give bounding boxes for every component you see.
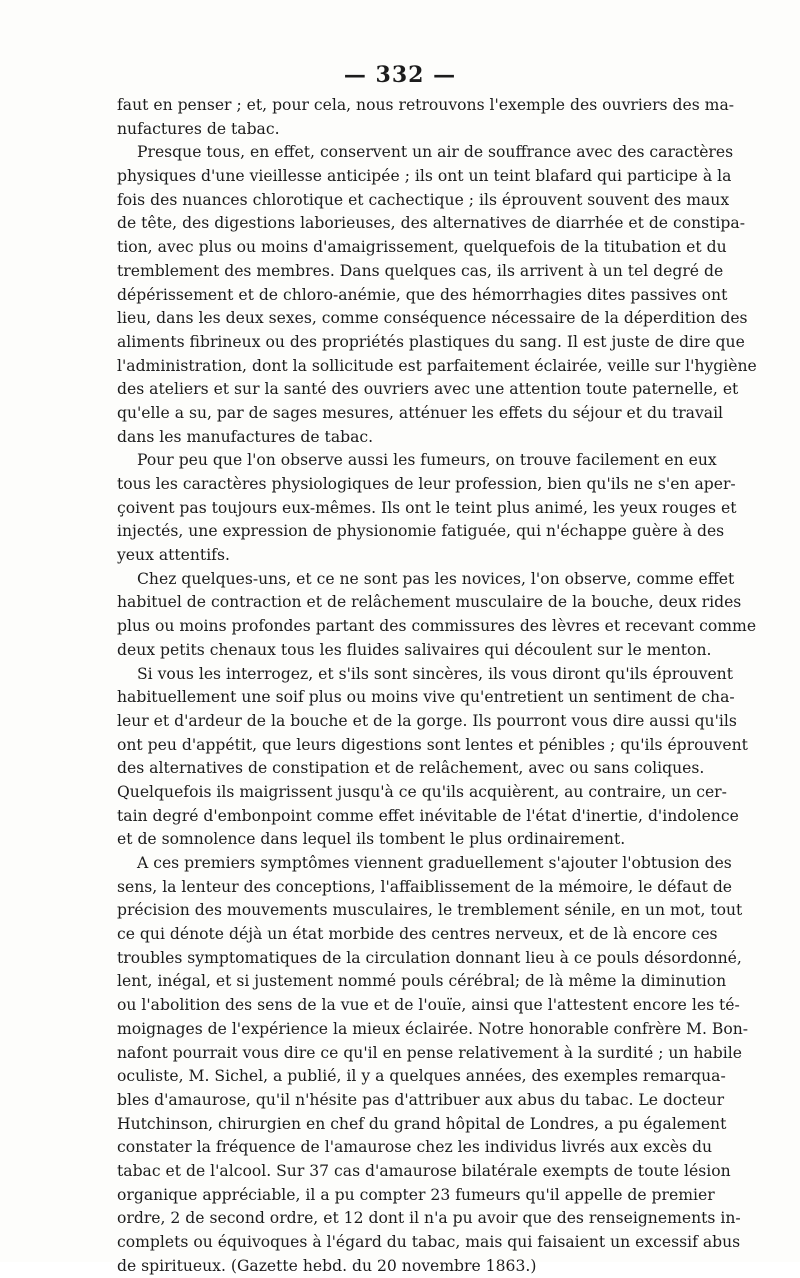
text-line: dépérissement et de chloro-anémie, que des hémorrhagies dites passives ont [117, 285, 728, 304]
text-line: ont peu d'appétit, que leurs digestions sont lentes et pénibles ; qu'ils éprouvent [117, 735, 748, 754]
text-line: oculiste, M. Sichel, a publié, il y a quelques années, des exemples remarqua- [117, 1067, 726, 1086]
text-line: sens, la lenteur des conceptions, l'affaiblissement de la mémoire, le défaut de [117, 877, 733, 896]
text-line: dans les manufactures de tabac. [117, 427, 374, 446]
text-line: physiques d'une vieillesse anticipée ; ils ont un teint blafard qui participe à la [117, 167, 732, 186]
text-line: A ces premiers symptômes viennent graduellement s'ajouter l'obtusion des [137, 854, 732, 872]
text-line: lieu, dans les deux sexes, comme conséquence nécessaire de la déperdition des [117, 309, 748, 328]
text-line: tabac et de l'alcool. Sur 37 cas d'amaurose bilatérale exempts de toute lésion [117, 1161, 731, 1180]
text-line: Si vous les interrogez, et s'ils sont sincères, ils vous diront qu'ils éprouvent [137, 664, 733, 683]
text-line: fois des nuances chlorotique et cachectique ; ils éprouvent souvent des maux [117, 190, 730, 209]
text-line: Chez quelques-uns, et ce ne sont pas les novices, l'on observe, comme effet [137, 569, 735, 588]
text-line: de spiritueux. (Gazette hebd. du 20 novembre 1863.) [117, 1256, 537, 1275]
text-line: aliments fibrineux ou des propriétés plastiques du sang. Il est juste de dire que [117, 332, 745, 351]
text-line: habituellement une soif plus ou moins vive qu'entretient un sentiment de cha- [117, 688, 735, 707]
text-line: précision des mouvements musculaires, le tremblement sénile, en un mot, tout [117, 901, 743, 920]
text-line: constater la fréquence de l'amaurose chez les individus livrés aux excès du [117, 1138, 713, 1157]
text-line: l'administration, dont la sollicitude est parfaitement éclairée, veille sur l'hygiène [117, 356, 757, 375]
text-line: nafont pourrait vous dire ce qu'il en pense relativement à la surdité ; un habile [117, 1043, 742, 1062]
text-line: çoivent pas toujours eux-mêmes. Ils ont le teint plus animé, les yeux rouges et [117, 498, 737, 517]
text-line: Quelquefois ils maigrissent jusqu'à ce qu'ils acquièrent, au contraire, un cer- [117, 782, 727, 801]
text-line: de tête, des digestions laborieuses, des alternatives de diarrhée et de constipa- [117, 214, 745, 233]
body-text [117, 94, 757, 1278]
page-number: — 332 — [343, 62, 457, 88]
text-line: complets ou équivoques à l'égard du tabac, mais qui faisaient un excessif abus [117, 1233, 741, 1251]
text-line: tremblement des membres. Dans quelques cas, ils arrivent à un tel degré de [117, 261, 724, 280]
text-line: nufactures de tabac. [117, 119, 280, 138]
text-line: Presque tous, en effet, conservent un air de souffrance avec des caractères [137, 143, 734, 162]
text-line: des alternatives de constipation et de relâchement, avec ou sans coliques. [117, 759, 705, 778]
text-line: yeux attentifs. [117, 546, 230, 565]
text-line: ordre, 2 de second ordre, et 12 dont il n'a pu avoir que des renseignements in- [117, 1209, 741, 1228]
text-line: ou l'abolition des sens de la vue et de l'ouïe, ainsi que l'attestent encore les té- [117, 996, 740, 1015]
text-line: des ateliers et sur la santé des ouvriers avec une attention toute paternelle, et [117, 380, 739, 399]
text-line: leur et d'ardeur de la bouche et de la gorge. Ils pourront vous dire aussi qu'ils [117, 711, 737, 730]
text-line: deux petits chenaux tous les fluides salivaires qui découlent sur le menton. [117, 640, 712, 659]
text-line: tain degré d'embonpoint comme effet inévitable de l'état d'inertie, d'indolence [117, 806, 739, 825]
text-line: tous les caractères physiologiques de leur profession, bien qu'ils ne s'en aper- [117, 475, 736, 493]
text-line: moignages de l'expérience la mieux éclairée. Notre honorable confrère M. Bon- [117, 1019, 749, 1038]
text-line: injectés, une expression de physionomie fatiguée, qui n'échappe guère à des [117, 522, 725, 541]
text-line: organique appréciable, il a pu compter 23 fumeurs qu'il appelle de premier [117, 1185, 715, 1204]
text-line: habituel de contraction et de relâchement musculaire de la bouche, deux rides [117, 593, 742, 612]
text-line: tion, avec plus ou moins d'amaigrissement, quelquefois de la titubation et du [117, 238, 727, 257]
text-line: bles d'amaurose, qu'il n'hésite pas d'attribuer aux abus du tabac. Le docteur [117, 1090, 725, 1109]
text-line: plus ou moins profondes partant des commissures des lèvres et recevant comme [117, 617, 757, 636]
text-line: faut en penser ; et, pour cela, nous retrouvons l'exemple des ouvriers des ma- [117, 96, 735, 114]
text-line: qu'elle a su, par de sages mesures, atténuer les effets du séjour et du travail [117, 403, 724, 422]
text-line: troubles symptomatiques de la circulation donnant lieu à ce pouls désordonné, [117, 948, 742, 967]
text-line: et de somnolence dans lequel ils tombent le plus ordinairement. [117, 830, 626, 849]
text-line: Pour peu que l'on observe aussi les fumeurs, on trouve facilement en eux [137, 451, 717, 470]
text-line: Hutchinson, chirurgien en chef du grand hôpital de Londres, a pu également [117, 1114, 727, 1133]
text-line: ce qui dénote déjà un état morbide des centres nerveux, et de là encore ces [117, 925, 718, 944]
text-line: lent, inégal, et si justement nommé pouls cérébral; de là même la diminution [117, 972, 727, 991]
